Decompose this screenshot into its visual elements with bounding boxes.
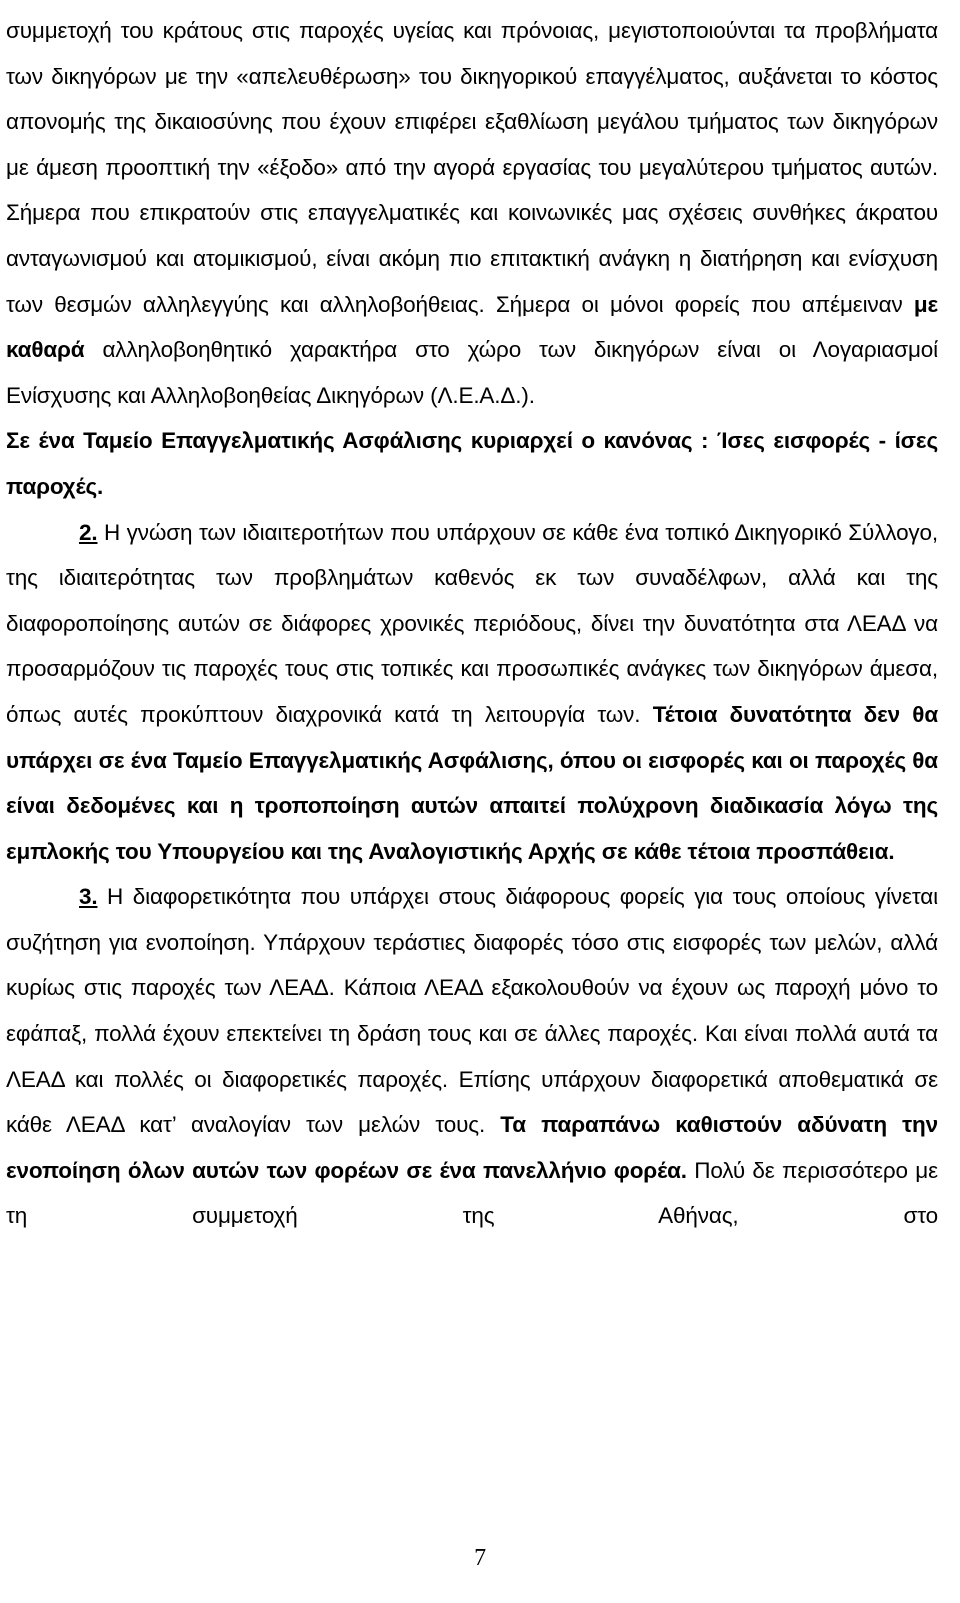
- paragraph-3-text-1: Η διαφορετικότητα που υπάρχει στους διάφορους φορείς για τους οποίους γίνεται συζήτηση για ενοποίηση. Υπάρχουν τεράστιες διαφορές τόσο στις εισφορές των μελών, αλλά κυρίως στις παροχές των ΛΕΑΔ. Κάποια ΛΕΑΔ εξακολουθούν να έχουν ως παροχή μόνο το εφάπαξ, πολλά έχουν επεκτείνει τη δράση τους και σε άλλες παροχές. Και είναι πολλά αυτά τα ΛΕΑΔ και πολλές οι διαφορετικές παροχές. Επίσης υπάρχουν διαφορετικά αποθεματικά σε κάθε ΛΕΑΔ κατ’ αναλογίαν των μελών τους.: [6, 884, 938, 1138]
- paragraph-3-bold: Τα παραπάνω καθιστούν αδύνατη την ενοποίηση όλων αυτών των φορέων σε ένα πανελλήνιο φορέα.: [6, 1112, 938, 1183]
- paragraph-intro-text-1: συμμετοχή του κράτους στις παροχές υγείας και πρόνοιας, μεγιστοποιούνται τα προβλήματα των δικηγόρων με την «απελευθέρωση» του δικηγορικού επαγγέλματος, αυξάνεται το κόστος απονομής της δικαιοσύνης που έχουν επιφέρει εξαθλίωση μεγάλου τμήματος των δικηγόρων με άμεση προοπτική την «έξοδο» από την αγορά εργασίας του μεγαλύτερου τμήματος αυτών. Σήμερα που επικρατούν στις επαγγελματικές και κοινωνικές μας σχέσεις συνθήκες άκρατου ανταγωνισμού και ατομικισμού, είναι ακόμη πιο επιτακτική ανάγκη η διατήρηση και ενίσχυση των θεσμών αλληλεγγύης και αλληλοβοήθειας. Σήμερα οι μόνοι φορείς που απέμειναν: [6, 18, 938, 317]
- paragraph-rule: Σε ένα Ταμείο Επαγγελματικής Ασφάλισης κυριαρχεί ο κανόνας : Ίσες εισφορές - ίσες παροχές.: [6, 428, 938, 499]
- paragraph-2-text-1: Η γνώση των ιδιαιτεροτήτων που υπάρχουν σε κάθε ένα τοπικό Δικηγορικό Σύλλογο, της ιδιαιτερότητας των προβλημάτων καθενός εκ των συναδέλφων, αλλά και της διαφοροποίησης αυτών σε διάφορες χρονικές περιόδους, δίνει την δυνατότητα στα ΛΕΑΔ να προσαρμόζουν τις παροχές τους στις τοπικές και προσωπικές ανάγκες των δικηγόρων άμεσα, όπως αυτές προκύπτουν διαχρονικά κατά τη λειτουργία των.: [6, 519, 938, 727]
- document-body: [6, 8, 938, 1239]
- paragraph-3: [6, 874, 938, 1239]
- paragraph-intro: [6, 8, 938, 418]
- paragraph-3-number: 3.: [79, 884, 98, 910]
- page-number: 7: [474, 1545, 486, 1571]
- paragraph-2-bold: Τέτοια δυνατότητα δεν θα υπάρχει σε ένα Ταμείο Επαγγελματικής Ασφάλισης, όπου οι εισφορές και οι παροχές θα είναι δεδομένες και η τροποποίηση αυτών απαιτεί πολύχρονη διαδικασία λόγω της εμπλοκής του Υπουργείου και της Αναλογιστικής Αρχής σε κάθε τέτοια προσπάθεια.: [6, 701, 939, 864]
- paragraph-intro-text-2: αλληλοβοηθητικό χαρακτήρα στο χώρο των δικηγόρων είναι οι Λογαριασμοί Ενίσχυσης και Αλληλοβοηθείας Δικηγόρων (Λ.Ε.Α.Δ.).: [6, 337, 938, 408]
- paragraph-intro-bold: με καθαρά: [6, 291, 938, 363]
- paragraph-2-number: 2.: [79, 519, 98, 545]
- paragraph-2: [6, 510, 938, 875]
- paragraph-3-text-2: Πολύ δε περισσότερο με τη συμμετοχή της Αθήνας, στο: [6, 1157, 938, 1229]
